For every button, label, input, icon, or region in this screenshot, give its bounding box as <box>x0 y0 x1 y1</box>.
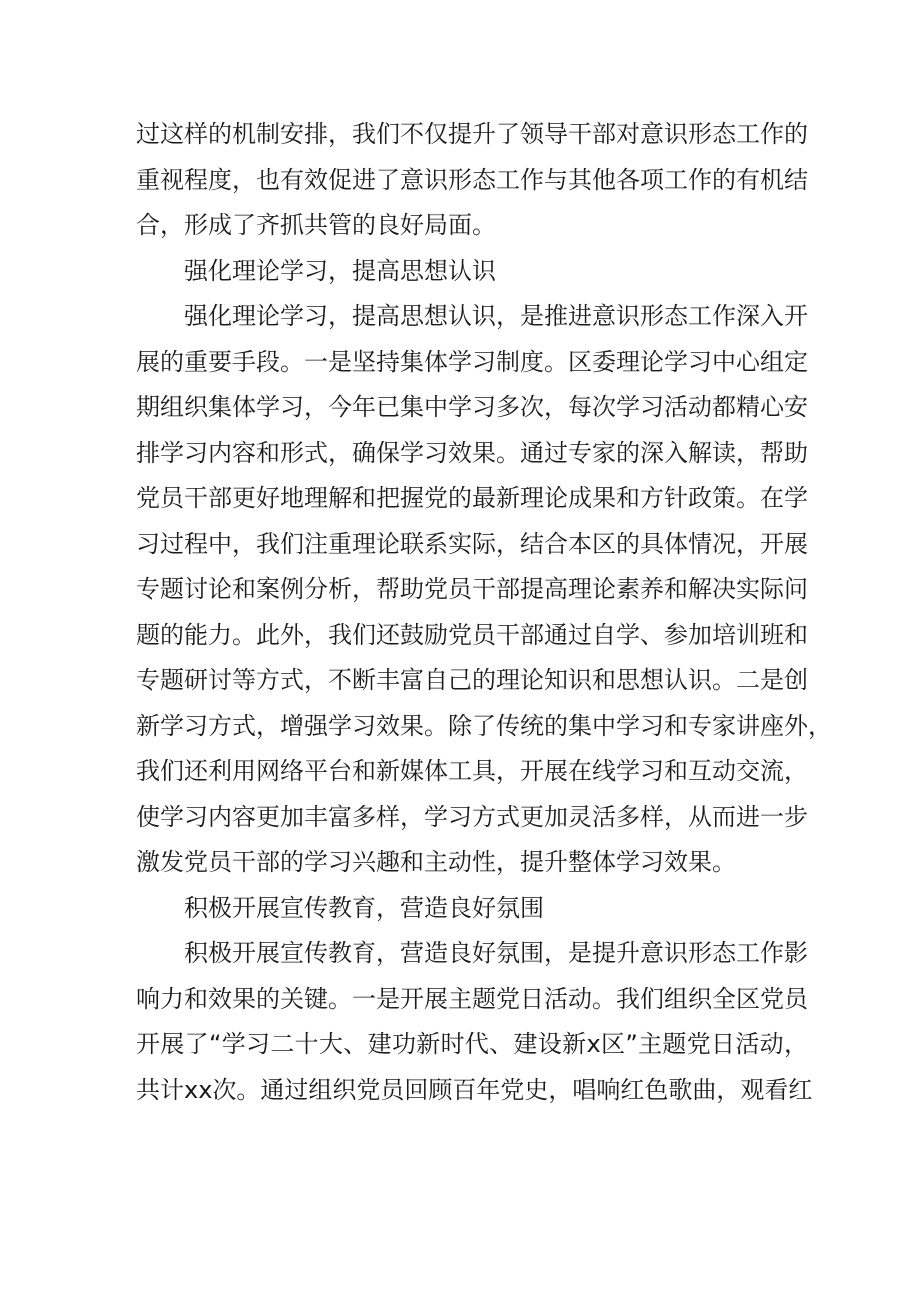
text-line: 期组织集体学习，今年已集中学习多次，每次学习活动都精心安 <box>136 393 808 421</box>
text-line: 习过程中，我们注重理论联系实际，结合本区的具体情况，开展 <box>136 529 808 558</box>
text-line: 开展了“学习二十大、建功新时代、建设新x区”主题党日活动， <box>136 1030 808 1058</box>
text-line: 我们还利用网络平台和新媒体工具，开展在线学习和互动交流， <box>136 757 808 785</box>
text-line: 专题讨论和案例分析，帮助党员干部提高理论素养和解决实际问 <box>136 575 808 603</box>
text-line: 排学习内容和形式，确保学习效果。通过专家的深入解读，帮助 <box>136 438 808 467</box>
text-line: 强化理论学习，提高思想认识 <box>184 256 496 285</box>
text-line: 重视程度，也有效促进了意识形态工作与其他各项工作的有机结 <box>136 165 808 194</box>
text-line: 专题研讨等方式，不断丰富自己的理论知识和思想认识。二是创 <box>136 666 808 694</box>
text-line: 积极开展宣传教育，营造良好氛围，是提升意识形态工作影 <box>184 939 808 967</box>
text-line: 题的能力。此外，我们还鼓励党员干部通过自学、参加培训班和 <box>136 620 808 649</box>
text-line: 响力和效果的关键。一是开展主题党日活动。我们组织全区党员 <box>136 984 808 1013</box>
text-line: 强化理论学习，提高思想认识，是推进意识形态工作深入开 <box>184 302 808 330</box>
text-line: 激发党员干部的学习兴趣和主动性，提升整体学习效果。 <box>136 848 736 876</box>
text-line: 共计xx次。通过组织党员回顾百年党史，唱响红色歌曲，观看红 <box>136 1075 813 1104</box>
text-line: 展的重要手段。一是坚持集体学习制度。区委理论学习中心组定 <box>136 347 808 376</box>
text-line: 过这样的机制安排，我们不仅提升了领导干部对意识形态工作的 <box>136 120 808 148</box>
text-line: 积极开展宣传教育，营造良好氛围 <box>184 893 544 922</box>
document-body <box>136 112 832 1113</box>
text-line: 党员干部更好地理解和把握党的最新理论成果和方针政策。在学 <box>136 484 808 512</box>
text-line: 使学习内容更加丰富多样，学习方式更加灵活多样，从而进一步 <box>136 802 808 831</box>
text-line: 新学习方式，增强学习效果。除了传统的集中学习和专家讲座外， <box>136 711 832 740</box>
text-line: 合，形成了齐抓共管的良好局面。 <box>136 211 496 239</box>
